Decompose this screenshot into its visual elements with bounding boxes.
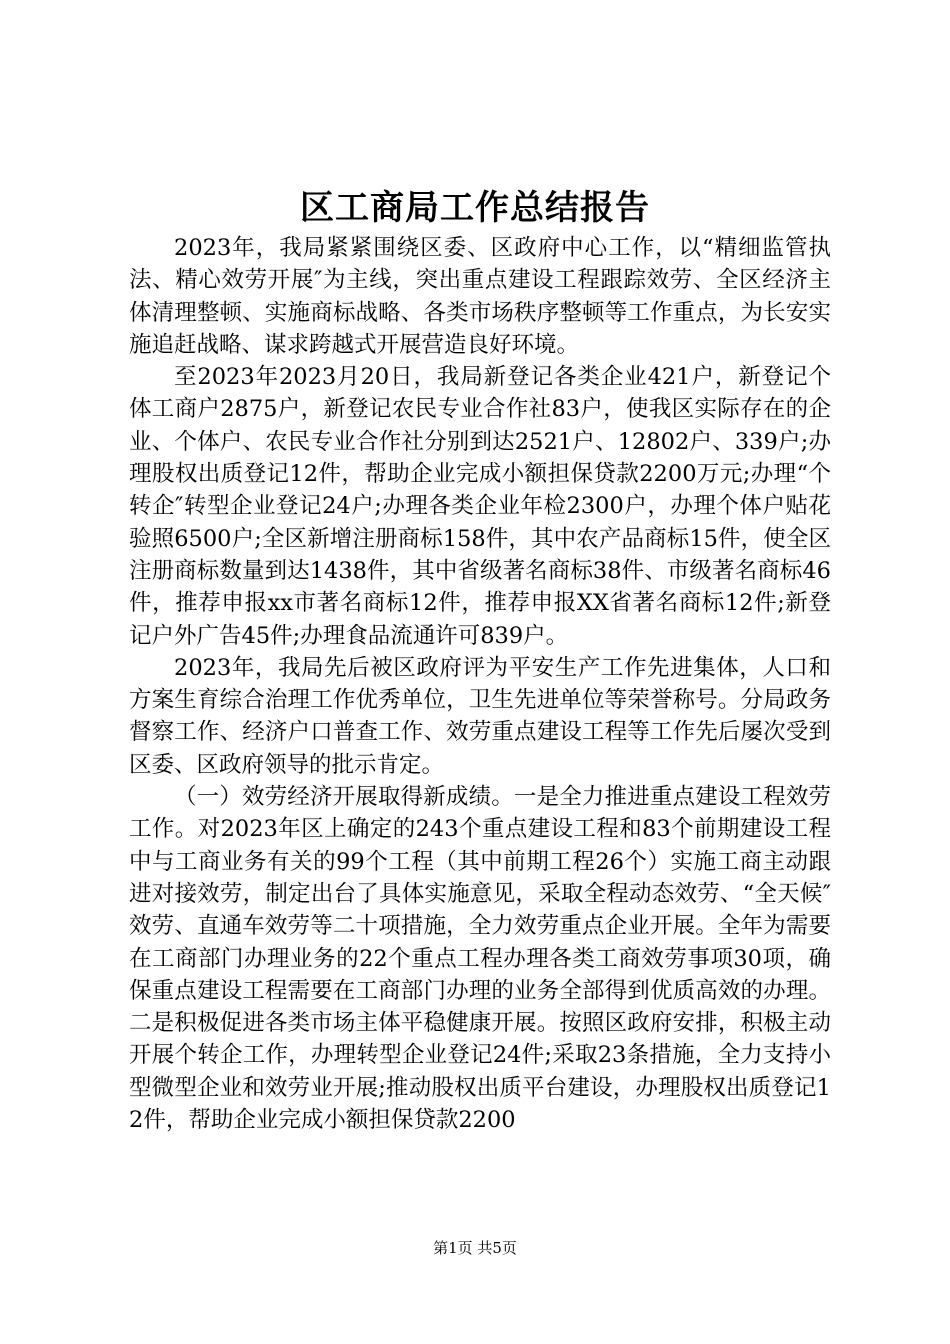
document-body (129, 232, 831, 1136)
page-number-footer: 第1页 共5页 (433, 1239, 517, 1257)
paragraph-intro: 2023年，我局紧紧围绕区委、区政府中心工作，以“精细监管执法、精心效劳开展″为主线，突出重点建设工程跟踪效劳、全区经济主体清理整顿、实施商标战略、各类市场秩序整顿等工作重点，为长安实施追赶战略、谋求跨越式开展营造良好环境。 (129, 235, 831, 358)
paragraph-section-one: （一）效劳经济开展取得新成绩。一是全力推进重点建设工程效劳工作。对2023年区上确定的243个重点建设工程和83个前期建设工程中与工商业务有关的99个工程（其中前期工程26个）实施工商主动跟进对接效劳，制定出台了具体实施意见，采取全程动态效劳、“全天候″效劳、直通车效劳等二十项措施，全力效劳重点企业开展。全年为需要在工商部门办理业务的22个重点工程办理各类工商效劳事项30项，确保重点建设工程需要在工商部门办理的业务全部得到优质高效的办理。二是积极促进各类市场主体平稳健康开展。按照区政府安排，积极主动开展个转企工作，办理转型企业登记24件;采取23条措施，全力支持小型微型企业和效劳业开展;推动股权出质平台建设，办理股权出质登记12件，帮助企业完成小额担保贷款2200 (129, 784, 831, 1134)
paragraph-statistics: 至2023年2023月20日，我局新登记各类企业421户，新登记个体工商户2875户，新登记农民专业合作社83户，使我区实际存在的企业、个体户、农民专业合作社分别到达2521户、12802户、339户;办理股权出质登记12件，帮助企业完成小额担保贷款2200万元;办理“个转企″转型企业登记24户;办理各类企业年检2300户，办理个体户贴花验照6500户;全区新增注册商标158件，其中农产品商标15件，使全区注册商标数量到达1438件，其中省级著名商标38件、市级著名商标46件，推荐申报xx市著名商标12件，推荐申报XX省著名商标12件;新登记户外广告45件;办理食品流通许可839户。 (129, 364, 831, 649)
paragraph-honors: 2023年，我局先后被区政府评为平安生产工作先进集体，人口和方案生育综合治理工作优秀单位，卫生先进单位等荣誉称号。分局政务督察工作、经济户口普查工作、效劳重点建设工程等工作先后屡次受到区委、区政府领导的批示肯定。 (129, 654, 831, 778)
document-title: 区工商局工作总结报告 (300, 188, 650, 228)
